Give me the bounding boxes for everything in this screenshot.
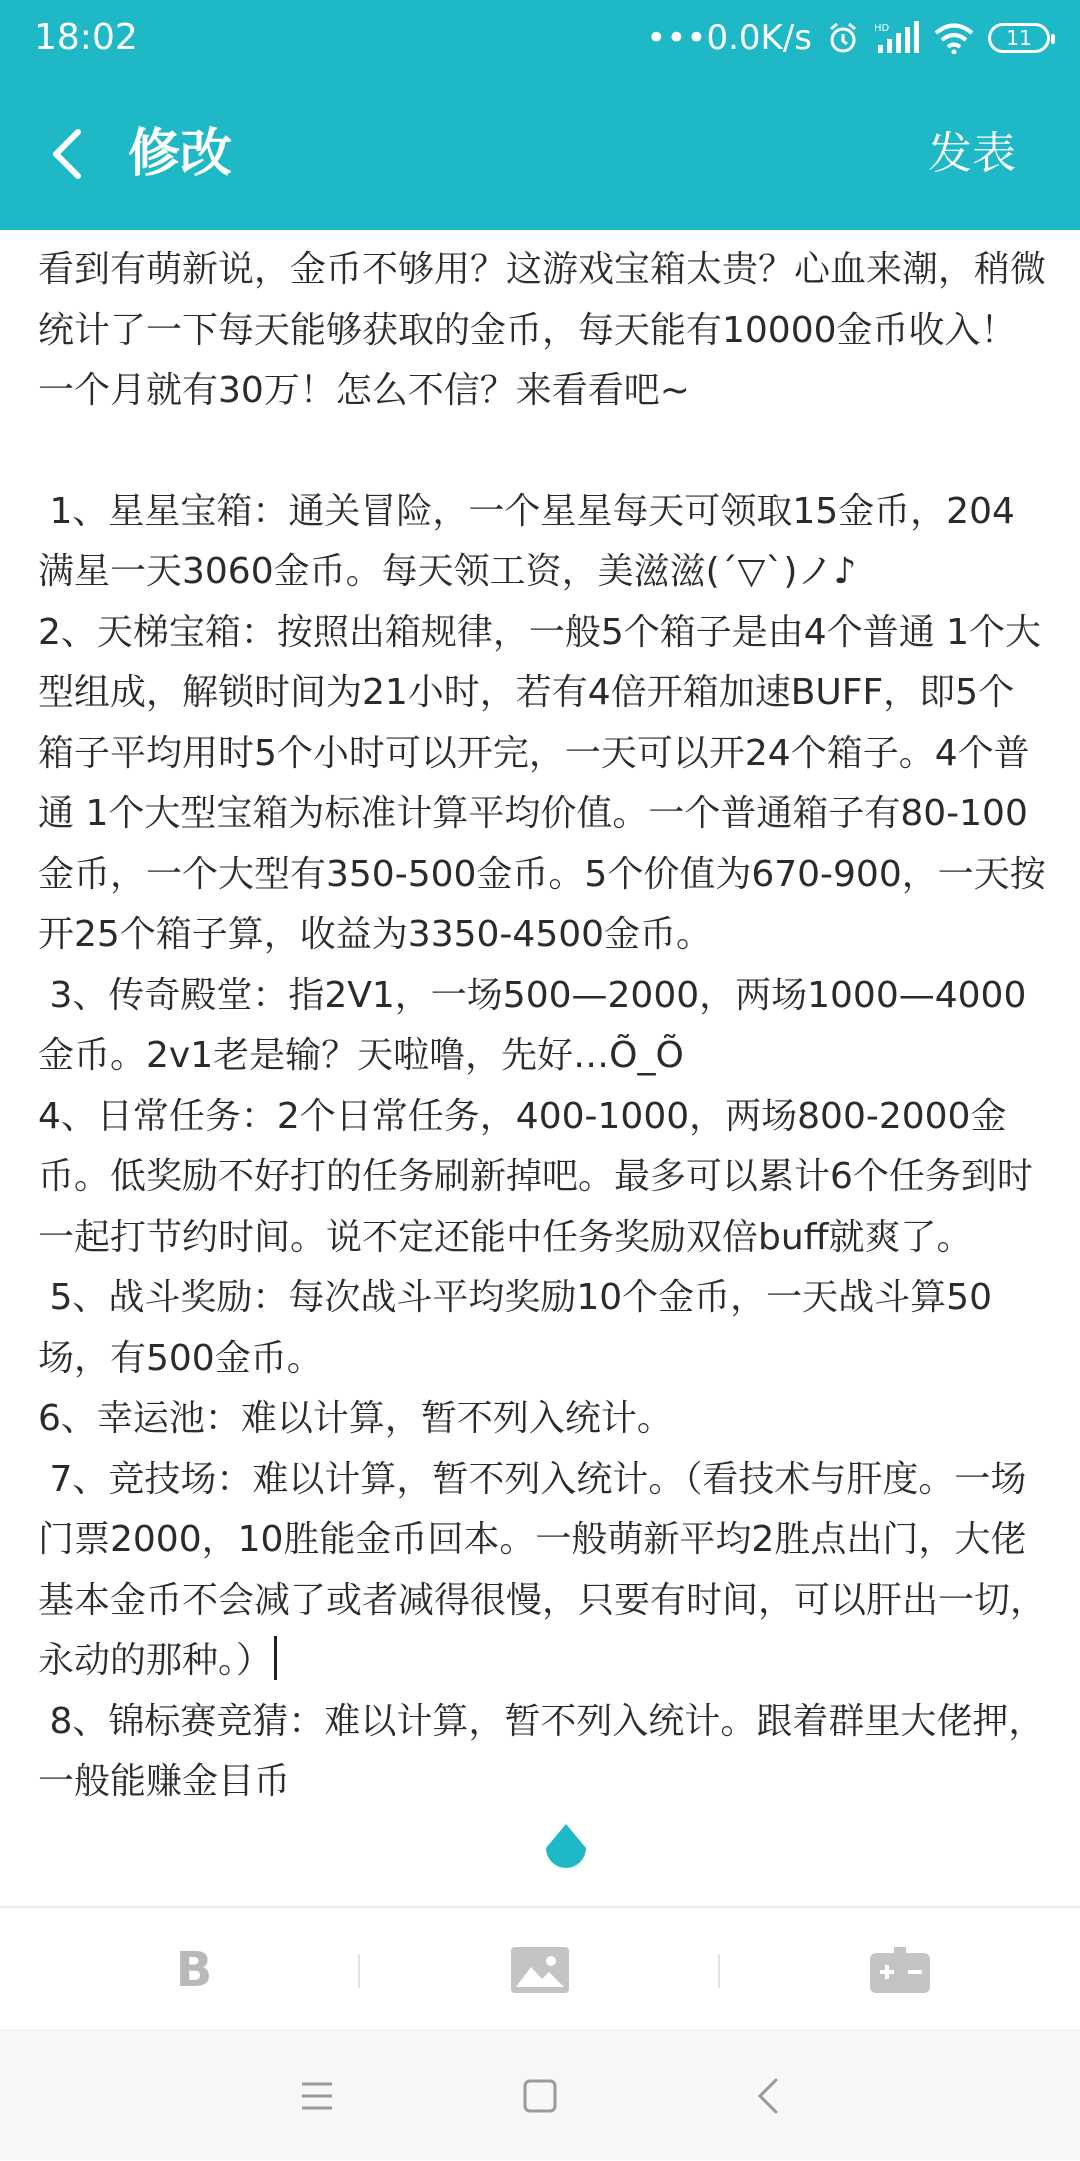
system-nav-bar [0, 2030, 1080, 2160]
page-title: 修改 [128, 124, 233, 184]
battery-icon [988, 23, 1050, 53]
text-cursor [274, 1636, 277, 1680]
chevron-left-icon [48, 128, 88, 180]
editor-paragraph-8: 8、锦标赛竞猜：难以计算，暂不列入统计。跟着群里大佬押，一般能赚金目币 [38, 1700, 1045, 1802]
blank-line [38, 422, 1048, 482]
image-icon [511, 1947, 569, 1993]
editor-paragraph-7: 7、竞技场：难以计算，暂不列入统计。（看技术与肝度。一场门票2000，10胜能金币回本。一般萌新平均2胜点出门，大佬基本金币不会减了或者减得很慢，只要有时间，可以肝出一切，永动的那种。） [38, 1458, 1047, 1681]
home-button[interactable] [480, 2031, 600, 2161]
bold-icon: B [175, 1942, 213, 1998]
editor-paragraph-4: 4、日常任务：2个日常任务，400-1000，两场800-2000金币。低奖励不好打的任务刷新掉吧。最多可以累计6个任务到时一起打节约时间。说不定还能中任务奖励双倍buff就爽了。 [38, 1095, 1033, 1258]
back-icon [756, 2078, 780, 2114]
editor-paragraph-2: 2、天梯宝箱：按照出箱规律，一般5个箱子是由4个普通 1个大型组成，解锁时间为21小时，若有4倍开箱加速BUFF，即5个箱子平均用时5个小时可以开完，一天可以开24个箱子。4个普通 1个大型宝箱为标准计算平均价值。一个普通箱子有80-100金币，一个大型有350-500金币。5个价值为670-900，一天按开25个箱子算，收益为3350-4500金币。 [38, 611, 1046, 955]
post-editor[interactable] [38, 240, 1048, 1905]
status-icons [646, 16, 1050, 60]
network-speed: •••0.0K/s [646, 18, 812, 58]
insert-image-button[interactable] [360, 1908, 720, 2032]
editor-paragraph-7-wrap [38, 1450, 1048, 1692]
cursor-drag-handle[interactable] [540, 1822, 592, 1878]
editor-paragraph-6: 6、幸运池：难以计算，暂不列入统计。 [38, 1398, 673, 1439]
editor-toolbar [0, 1906, 1080, 2030]
editor-paragraph-5: 5、战斗奖励：每次战斗平均奖励10个金币，一天战斗算50场，有500金币。 [38, 1277, 992, 1379]
bold-button[interactable] [14, 1908, 374, 2032]
home-icon [523, 2079, 557, 2113]
insert-game-button[interactable] [720, 1908, 1080, 2032]
gamepad-icon [870, 1947, 930, 1993]
battery-level: 11 [1006, 26, 1032, 50]
system-back-button[interactable] [708, 2031, 828, 2161]
back-button[interactable] [36, 122, 100, 186]
recents-button[interactable] [257, 2031, 377, 2161]
wifi-icon [934, 22, 974, 54]
status-time: 18:02 [34, 17, 138, 58]
editor-paragraph-3: 3、传奇殿堂：指2V1，一场500—2000，两场1000—4000金币。2v1老是输？天啦噜，先好…Õ_Õ [38, 974, 1027, 1076]
app-bar [0, 78, 1080, 230]
alarm-icon [826, 21, 860, 55]
publish-button[interactable]: 发表 [928, 128, 1016, 179]
hd-signal-icon [874, 21, 920, 55]
svg-text:HD: HD [874, 23, 890, 34]
menu-icon [300, 2081, 334, 2111]
editor-paragraph-1: 1、星星宝箱：通关冒险，一个星星每天可领取15金币，204满星一天3060金币。每天领工资，美滋滋(ˊ▽ˋ)ノ♪ [38, 490, 1015, 592]
editor-paragraph-intro: 看到有萌新说，金币不够用？这游戏宝箱太贵？心血来潮，稍微统计了一下每天能够获取的金币，每天能有10000金币收入！一个月就有30万！怎么不信？来看看吧~ [38, 249, 1047, 411]
status-bar [0, 0, 1080, 78]
